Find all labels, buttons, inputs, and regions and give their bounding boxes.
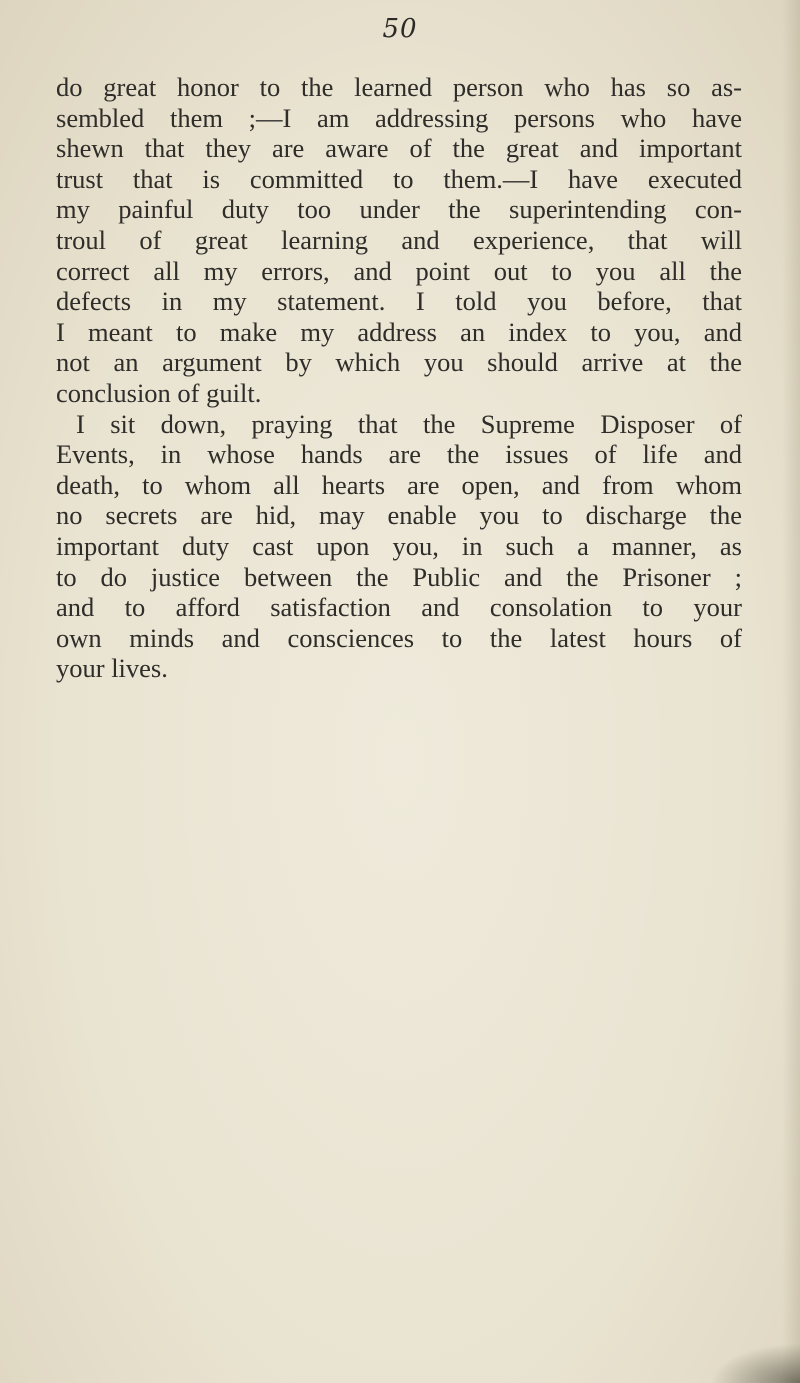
text-line: shewn that they are aware of the great and important	[56, 133, 742, 164]
text-line: I sit down, praying that the Supreme Disposer of	[76, 408, 742, 439]
text-line: Events, in whose hands are the issues of life and	[56, 439, 742, 470]
text-line: troul of great learning and experience, that will	[56, 224, 742, 255]
text-line: defects in my statement. I told you before, that	[56, 286, 742, 317]
text-line: trust that is committed to them.—I have executed	[56, 163, 742, 194]
text-line: to do justice between the Public and the Prisoner ;	[56, 561, 742, 592]
text-line: and to afford satisfaction and consolation to your	[56, 592, 742, 623]
body-text	[56, 72, 742, 684]
text-line: own minds and consciences to the latest hours of	[56, 622, 742, 653]
paragraph-1	[56, 72, 742, 409]
text-line: conclusion of guilt.	[56, 377, 262, 408]
corner-stain	[710, 1343, 800, 1383]
paragraph-2	[56, 409, 742, 684]
text-line: correct all my errors, and point out to you all the	[56, 255, 742, 286]
text-line: important duty cast upon you, in such a manner, as	[56, 530, 742, 561]
text-line: do great honor to the learned person who has so as-	[56, 72, 742, 102]
text-line: sembled them ;—I am addressing persons who have	[56, 102, 742, 133]
text-line: not an argument by which you should arrive at the	[56, 347, 742, 378]
page-number: 50	[382, 14, 418, 44]
text-line: death, to whom all hearts are open, and from whom	[56, 469, 742, 500]
text-line: no secrets are hid, may enable you to discharge the	[56, 500, 742, 531]
page-edge-shadow	[782, 0, 800, 1383]
text-line: your lives.	[56, 653, 168, 684]
text-line: my painful duty too under the superintending con-	[56, 194, 742, 225]
text-line: I meant to make my address an index to you, and	[56, 316, 742, 347]
